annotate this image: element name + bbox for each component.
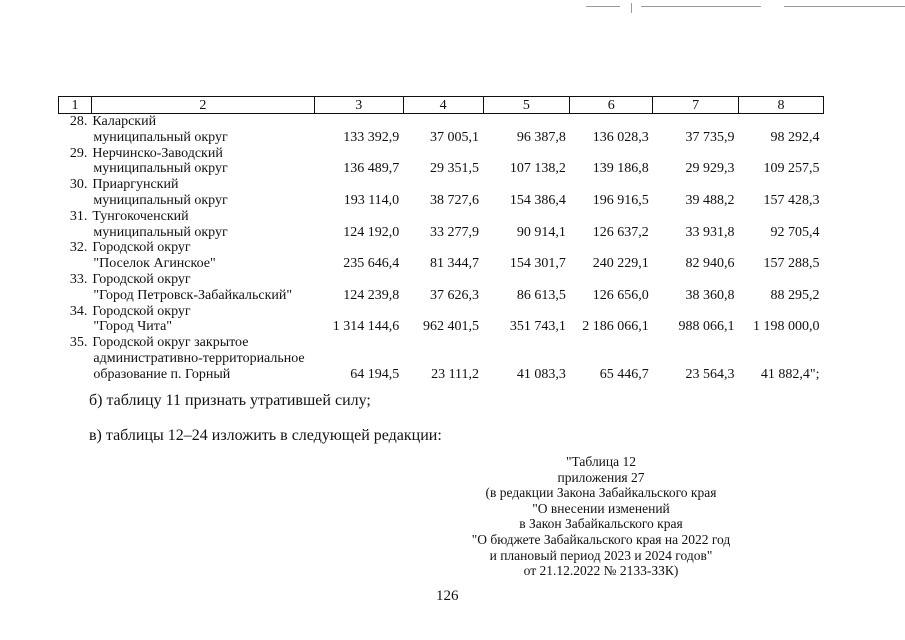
row-name <box>91 177 314 209</box>
table-caption-note <box>456 454 746 579</box>
header-cell: 3 <box>314 97 403 114</box>
table-row <box>59 304 824 336</box>
table-row <box>59 272 824 304</box>
value-cell: 37 735,9 <box>685 129 735 145</box>
value-cell: 136 489,7 <box>343 161 400 177</box>
value-cell: 38 360,8 <box>685 287 735 303</box>
table-row <box>59 209 824 241</box>
row-number: 28. <box>69 114 88 129</box>
row-name-line: "Город Чита" <box>93 319 173 335</box>
row-number: 34. <box>69 303 88 319</box>
row-name <box>91 114 314 146</box>
value-cell: 136 028,3 <box>592 129 649 145</box>
value-cell: 1 314 144,6 <box>332 319 400 335</box>
value-cell: 81 344,7 <box>430 256 480 272</box>
header-cell: 2 <box>91 97 314 114</box>
value-cell: 41 083,3 <box>516 366 566 382</box>
table-row <box>59 240 824 272</box>
value-cell: 126 637,2 <box>592 224 649 240</box>
row-name-line: "Город Петровск-Забайкальский" <box>93 287 293 303</box>
table-row <box>59 335 824 382</box>
table-row <box>59 177 824 209</box>
value-cell: 86 613,5 <box>516 287 566 303</box>
value-cell: 133 392,9 <box>343 129 400 145</box>
table-row <box>59 146 824 178</box>
header-cell: 4 <box>403 97 483 114</box>
row-name <box>91 335 314 382</box>
header-cell: 1 <box>59 97 92 114</box>
row-name-line: образование п. Горный <box>93 366 231 382</box>
row-name-line: муниципальный округ <box>93 192 228 208</box>
scan-top-line-right <box>784 6 905 7</box>
scan-top-line-middle <box>641 6 761 7</box>
value-cell: 37 626,3 <box>430 287 480 303</box>
value-cell: 82 940,6 <box>685 256 735 272</box>
value-cell: 235 646,4 <box>343 256 400 272</box>
row-name-line: Городской округ <box>92 303 191 319</box>
scan-top-line-left <box>586 6 620 7</box>
row-name-line: Городской округ закрытое <box>92 335 249 351</box>
value-cell: 29 929,3 <box>685 161 735 177</box>
row-name-line: Городской округ <box>92 240 191 256</box>
value-cell: 157 288,5 <box>763 256 820 272</box>
value-cell: 196 916,5 <box>592 192 649 208</box>
row-name <box>91 272 314 304</box>
value-cell: 98 292,4 <box>770 129 820 145</box>
value-cell: 240 229,1 <box>592 256 649 272</box>
value-cell: 37 005,1 <box>430 129 480 145</box>
value-cell: 41 882,4"; <box>760 366 820 382</box>
table-row <box>59 114 824 146</box>
header-cell: 5 <box>483 97 570 114</box>
value-cell: 988 066,1 <box>678 319 735 335</box>
row-number: 30. <box>69 177 88 193</box>
row-name <box>91 240 314 272</box>
value-cell: 65 446,7 <box>599 366 649 382</box>
value-cell: 157 428,3 <box>763 192 820 208</box>
value-cell: 2 186 066,1 <box>582 319 649 335</box>
value-cell: 92 705,4 <box>770 224 820 240</box>
value-cell: 962 401,5 <box>423 319 480 335</box>
value-cell: 33 931,8 <box>685 224 735 240</box>
row-number: 33. <box>69 271 88 287</box>
note-line: в Закон Забайкальского края <box>519 516 683 532</box>
header-cell: 7 <box>653 97 739 114</box>
row-number: 32. <box>69 240 88 256</box>
value-cell: 193 114,0 <box>343 192 400 208</box>
row-name-line: "Поселок Агинское" <box>93 256 216 272</box>
row-name-line: Нерчинско-Заводский <box>92 145 223 161</box>
value-cell: 1 198 000,0 <box>753 319 820 335</box>
value-cell: 96 387,8 <box>516 129 566 145</box>
row-name <box>91 209 314 241</box>
paragraph-v: в) таблицы 12–24 изложить в следующей редакции: <box>89 427 442 444</box>
value-cell: 126 656,0 <box>592 287 649 303</box>
value-cell: 107 138,2 <box>509 161 566 177</box>
value-cell: 23 564,3 <box>685 366 735 382</box>
value-cell: 88 295,2 <box>770 287 820 303</box>
table-header <box>59 97 824 114</box>
row-name-line: Каларский <box>92 114 157 129</box>
page-number: 126 <box>436 588 459 604</box>
note-line: "О бюджете Забайкальского края на 2022 год <box>471 531 731 547</box>
value-cell: 23 111,2 <box>431 366 480 382</box>
value-cell: 33 277,9 <box>430 224 480 240</box>
scan-top-mark <box>631 3 632 13</box>
value-cell: 351 743,1 <box>509 319 566 335</box>
row-name-line: муниципальный округ <box>93 161 228 177</box>
value-cell: 124 239,8 <box>343 287 400 303</box>
row-number: 31. <box>69 208 88 224</box>
value-cell: 139 186,8 <box>592 161 649 177</box>
value-cell: 64 194,5 <box>350 366 400 382</box>
value-cell: 154 386,4 <box>509 192 566 208</box>
header-cell: 6 <box>570 97 653 114</box>
note-line: "О внесении изменений <box>532 500 670 516</box>
value-cell: 154 301,7 <box>509 256 566 272</box>
note-line: и плановый период 2023 и 2024 годов" <box>489 547 713 563</box>
value-cell: 29 351,5 <box>430 161 480 177</box>
note-line: от 21.12.2022 № 2133-ЗЗК) <box>523 563 679 579</box>
row-name <box>91 146 314 178</box>
value-cell: 39 488,2 <box>685 192 735 208</box>
value-cell: 109 257,5 <box>763 161 820 177</box>
note-line: "Таблица 12 <box>566 454 636 469</box>
paragraph-b: б) таблицу 11 признать утратившей силу; <box>89 392 371 409</box>
row-name-line: Приаргунский <box>92 177 179 193</box>
note-line: (в редакции Закона Забайкальского края <box>485 485 717 501</box>
note-line: приложения 27 <box>557 469 645 485</box>
header-cell: 8 <box>739 97 824 114</box>
row-name-line: муниципальный округ <box>93 129 228 145</box>
row-name <box>91 304 314 336</box>
budget-table <box>58 96 824 383</box>
value-cell: 90 914,1 <box>516 224 566 240</box>
row-number: 35. <box>69 335 88 351</box>
row-number: 29. <box>69 145 88 161</box>
row-name-line: муниципальный округ <box>93 224 228 240</box>
row-name-line: Тунгокоченский <box>92 208 189 224</box>
value-cell: 38 727,6 <box>430 192 480 208</box>
value-cell: 124 192,0 <box>343 224 400 240</box>
row-name-line: Городской округ <box>92 271 191 287</box>
row-name-line: административно-территориальное <box>93 350 305 366</box>
